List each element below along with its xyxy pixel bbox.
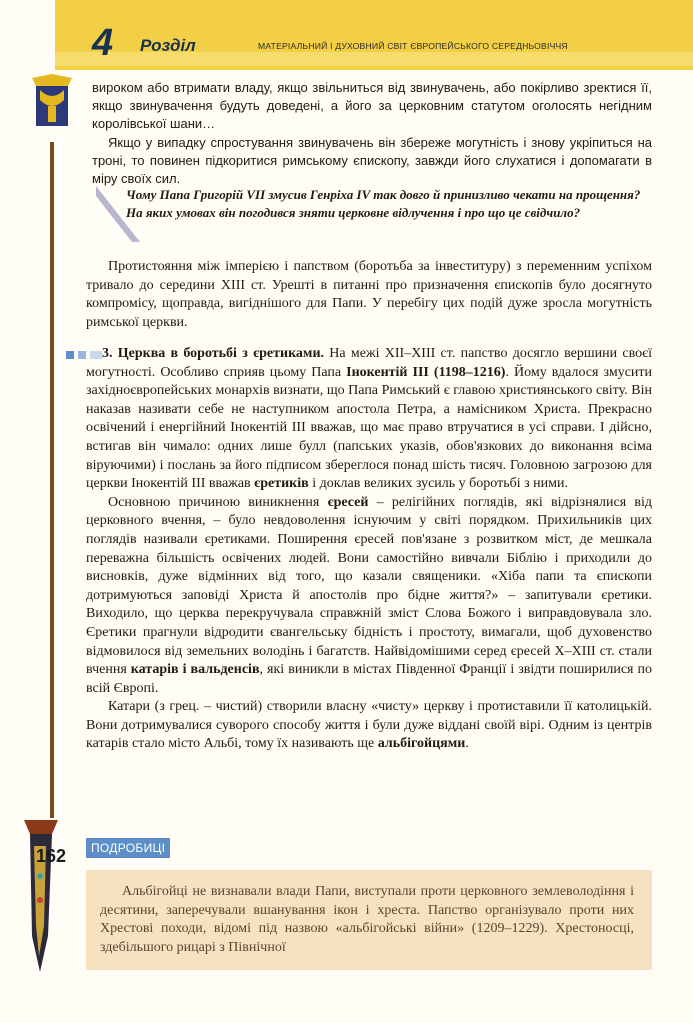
term-heresies: єресей — [327, 494, 369, 510]
section-paragraph — [86, 494, 652, 699]
dagger-ornament-icon — [18, 816, 67, 976]
section-paragraph — [86, 698, 652, 754]
text-run: і доклав великих зусиль у боротьбі з ними. — [308, 476, 568, 492]
quote-paragraph: вироком або втримати владу, якщо звільниться від звинувачень, або покірливо зректися її, якщо звинувачення будуть доведені, а його за церковним статутом оголосять негідним королівської шани… — [92, 80, 652, 132]
document-emblem-icon — [28, 72, 76, 134]
margin-rule — [50, 142, 54, 818]
term-heretics: єретиків — [254, 476, 309, 492]
details-paragraph: Альбігойці не визнавали влади Папи, виступали проти церковного землеволодіння і десятини, заперечували вшанування ікон і хреста. Папство організувало проти них Хрестові походи, відомі під назвою «альбігойські війни» (1209–1229). Хрестоносці, здебільшого рицарі з Північної — [100, 884, 634, 955]
section-3 — [86, 345, 652, 754]
text-run: . Йому вдалося змусити західноєвропейських монархів визнати, що Папа Римський є главою християнського світу. Він наказав називати себе не наступником апостола Петра, а намісником Христа. Прекрасно освічений і енергійний Інокентій III вважав, що має право втручатися в усі справи. І дійсно, встигав він чимало: одних лише булл (папських указів, обов'язкових до виконання всіма віруючими) і послань за його підписом збереглося понад шість тисяч. Головною загрозою для церкви Інокентій III вважав — [86, 364, 653, 492]
section-paragraph — [86, 345, 652, 494]
section-heading: 3. Церква в боротьбі з єретиками. — [102, 346, 325, 361]
term-cathars-waldensians: катарів і вальденсів — [130, 662, 260, 678]
term-albigensians: альбігойцями — [377, 736, 466, 752]
page-number: 162 — [36, 846, 67, 866]
details-text — [100, 883, 634, 957]
chapter-number: 4 — [92, 22, 114, 64]
running-title: МАТЕРІАЛЬНИЙ І ДУХОВНИЙ СВІТ ЄВРОПЕЙСЬКОГО СЕРЕДНЬОВІЧЧЯ — [258, 41, 568, 51]
pope-name: Інокентій III (1198–1216) — [346, 364, 506, 380]
text-run: Катари (з грец. – чистий) створили власну «чисту» церкву і протиставили її католицькій. Вони дотримувалися суворого способу життя і були дуже віддані своїй вірі. Одним із центрів катарів стало місто Альбі, тому їх називають ще — [86, 699, 652, 752]
chapter-word: Розділ — [140, 36, 196, 55]
quote-paragraph: Якщо у випадку спростування звинувачень він збереже могутність і знову укріпиться на троні, то повинен підкоритися римському єпископу, завжди його слухатися і допомагати в міру своїх сил. — [92, 134, 652, 187]
header-bar — [55, 0, 693, 70]
text-run: На межі XII–XIII ст. папство досягло вершини своєї могутності. Особливо сприяв цьому Папа — [86, 346, 652, 380]
source-quote — [92, 79, 652, 188]
text-run: , які виникли в містах Південної Франції і звідти поширилися по всій Європі. — [86, 662, 652, 696]
text-run: . — [465, 736, 469, 752]
details-label: ПОДРОБИЦІ — [86, 838, 170, 858]
body-paragraph: Протистояння між імперією і папством (боротьба за інвеституру) з переменним успіхом тривало до середини XIII ст. Урешті в питанні про призначення єпископів було досягнуто компромісу, щоправда, вигіднішого для Папи. У перебігу цих подій дуже зросла могутність римської церкви. — [86, 259, 652, 330]
text-run: – релігійних поглядів, які відрізнялися від церковного вчення, – було невдоволення існуючим у світі порядком. Прихильників цих поглядів називали єретиками. Поширення єресей пов'язане з розвитком міст, де мешкала переважна більшість освічених людей. Вони самостійно вивчали Біблію і приходили до висновків, дуже відмінних від того, що казали священики. «Хіба папи та єпископи дотримуються заповіді Христа й апостолів про бідне життя?» – запитували єретики. Виходило, що церква перекручувала справжній зміст Слова Божого і виправдовувала зло. Єретики прагнули відродити євангельську бідність і простоту, вимагали, щоб духовенство відмовилося від земельних володінь і багатств. Найвідомішими серед єресей X–XIII ст. стали вчення — [86, 494, 652, 678]
review-question: Чому Папа Григорій VII змусив Генріха IV так довго й принизливо чекати на прощення? На яких умовах він погодився зняти церковне відлучення і про що це свідчило? — [126, 187, 641, 220]
text-run: Основною причиною виникнення — [108, 494, 328, 510]
